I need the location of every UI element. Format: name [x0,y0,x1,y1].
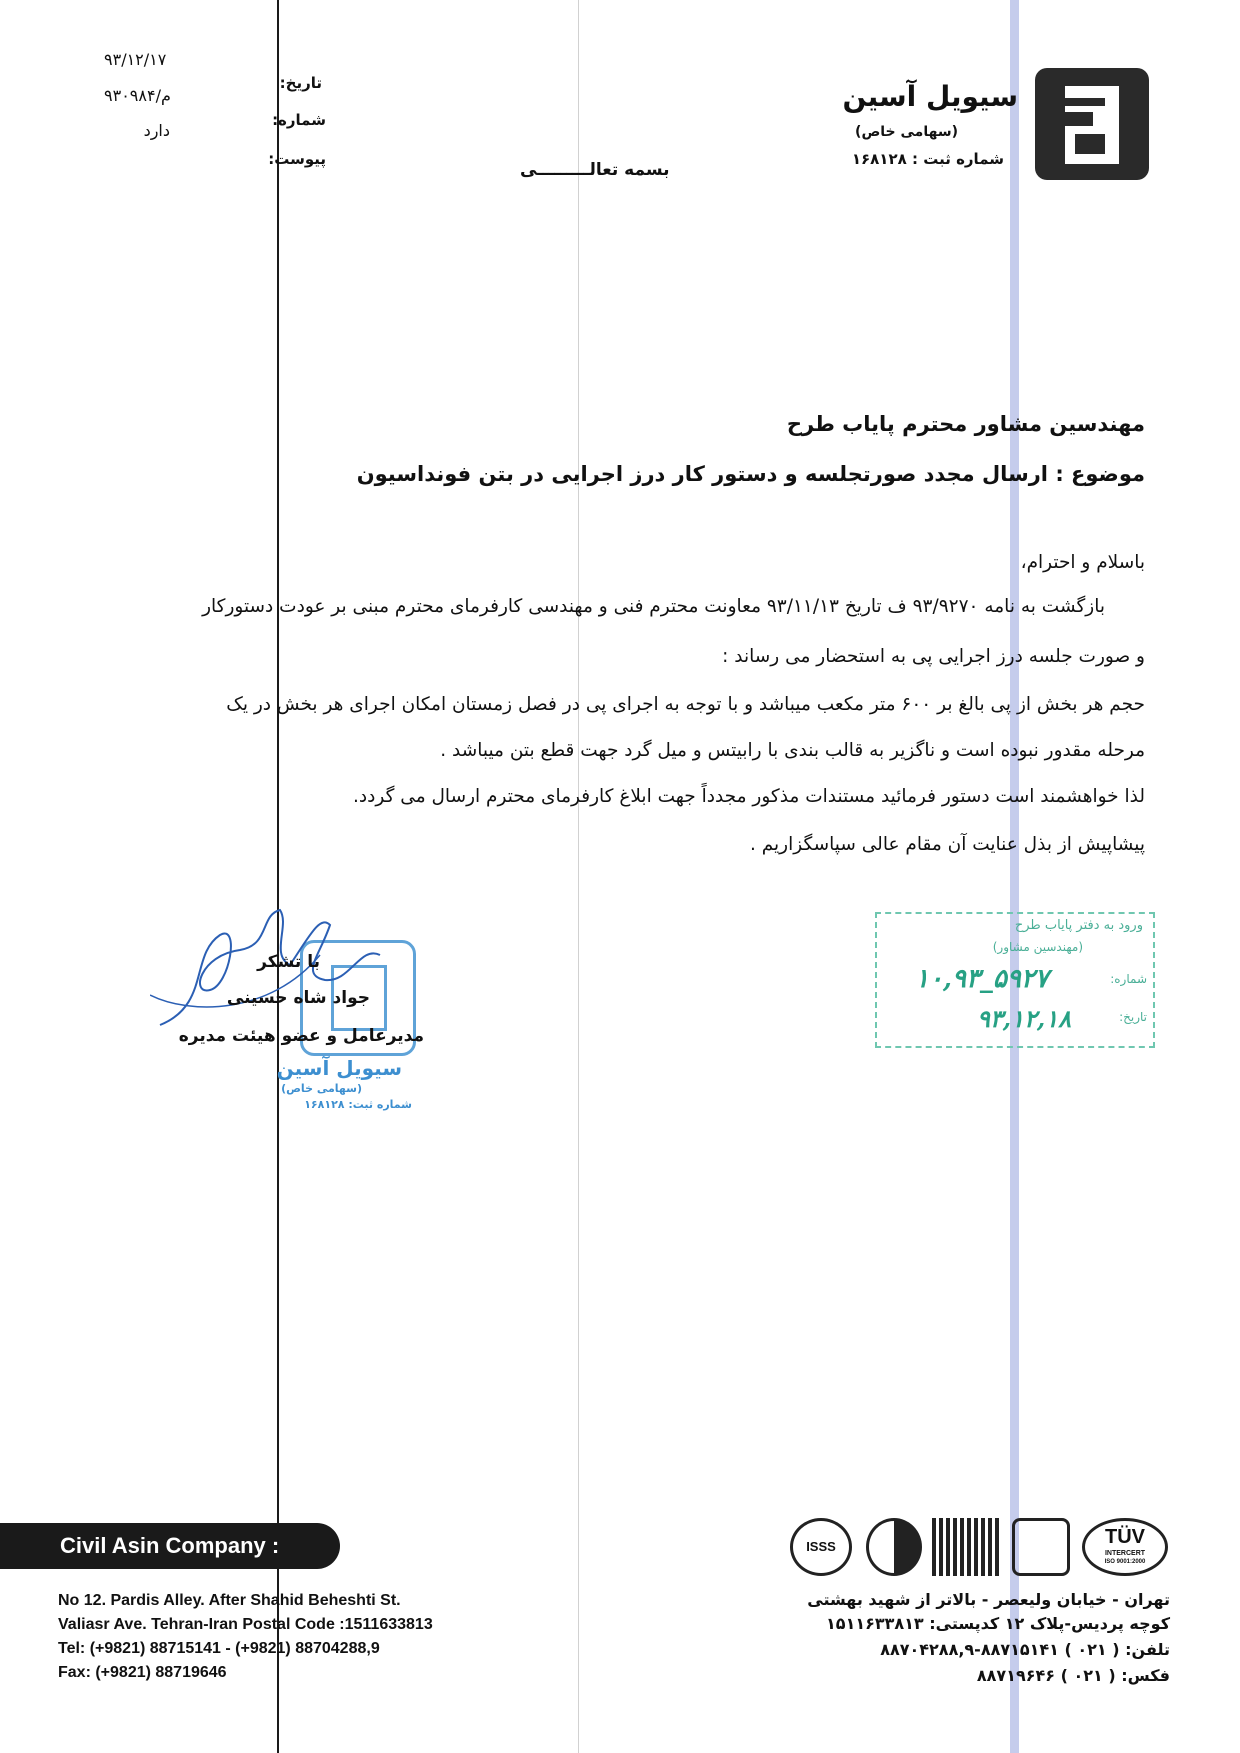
signatory-name: جواد شاه حسینی [226,988,370,1008]
company-logo-icon [1035,68,1149,180]
footer-company-badge: Civil Asin Company : [0,1523,340,1569]
footer-tel-en: Tel: (+9821) 88715141 - (+9821) 88704288,9 [58,1640,380,1657]
addressee: مهندسین مشاور محترم پایاب طرح [786,412,1145,436]
scan-line-gray [578,0,579,1753]
footer-address-fa-1: تهران - خیابان ولیعصر - بالاتر از شهید بهشتی [807,1590,1170,1609]
body-line-6: پیشاپیش از بذل عنایت آن مقام عالی سپاسگزاریم . [749,834,1145,855]
body-line-2: و صورت جلسه درز اجرایی پی به استحضار می رساند : [722,646,1145,667]
body-line-3: حجم هر بخش از پی بالغ بر ۶۰۰ متر مکعب میباشد و با توجه به اجرای پی در فصل زمستان امکان اجرای هر بخش در یک [226,694,1145,715]
date-label: تاریخ: [279,74,322,92]
stamp-company-reg: شماره ثبت: ۱۶۸۱۲۸ [304,1098,412,1111]
receipt-date-label: تاریخ: [1119,1010,1147,1024]
footer-fax-en: Fax: (+9821) 88719646 [58,1664,227,1681]
receipt-stamp [875,912,1155,1048]
quality-cert-icon [1012,1518,1070,1576]
attachment-value: دارد [143,121,170,140]
number-label: شماره: [272,111,326,129]
body-line-4: مرحله مقدور نبوده است و ناگزیر به قالب بندی با رابیتس و میل گرد جهت قطع بتن میباشد . [440,740,1145,761]
date-value: ۹۳/۱۲/۱۷ [104,50,167,69]
tuv-cert-icon: TÜV INTERCERT ISO 9001:2000 [1082,1518,1168,1576]
company-name: سیویل آسین [842,80,1018,113]
footer-address-en-1: No 12. Pardis Alley. After Shahid Beheshti St. [58,1592,401,1609]
number-value: ۹۳۰۹۸۴/م [104,86,171,105]
body-line-1: بازگشت به نامه ۹۳/۹۲۷۰ ف تاریخ ۹۳/۱۱/۱۳ معاونت محترم فنی و مهندسی کارفرمای محترم مبنی بر عودت دستورکار [202,596,1105,617]
company-registration: شماره ثبت : ۱۶۸۱۲۸ [851,150,1004,168]
stamp-company-name: سیویل آسین [276,1056,402,1080]
scan-line-black [277,0,279,1753]
footer-address-fa-2: کوچه پردیس-پلاک ۱۲ کدپستی: ۱۵۱۱۶۳۳۸۱۳ [826,1614,1170,1633]
company-type: (سهامی خاص) [855,124,958,140]
isss-cert-icon: ISSS [790,1518,852,1576]
company-mark-cert-icon [866,1518,922,1576]
basmala: بسمه تعالـــــــــی [520,160,670,180]
stamp-company-type: (سهامی خاص) [281,1082,362,1095]
footer-fax-fa: فکس: ( ۰۲۱ ) ۸۸۷۱۹۶۴۶ [976,1666,1170,1685]
signature-thanks: با تشکر [257,952,320,972]
footer-tel-fa: تلفن: ( ۰۲۱ ) ۸۸۷۱۵۱۴۱-۸۸۷۰۴۲۸۸,۹ [880,1640,1170,1659]
greeting: باسلام و احترام، [1020,552,1145,573]
scan-line-blue [1010,0,1019,1753]
building-cert-icon [932,1518,1002,1576]
footer-address-en-2: Valiasr Ave. Tehran-Iran Postal Code :1511633813 [58,1616,433,1633]
body-line-5: لذا خواهشمند است دستور فرمائید مستندات مذکور مجدداً جهت ابلاغ کارفرمای محترم ارسال می گردد. [353,786,1145,807]
receipt-number-label: شماره: [1110,972,1147,986]
receipt-number-value: ۱۰,۹۳_۵۹۲۷ [915,964,1049,994]
attachment-label: پیوست: [268,150,326,168]
receipt-stamp-header: ورود به دفتر پایاب طرح [1014,918,1143,933]
signatory-title: مدیرعامل و عضو هیئت مدیره [178,1026,424,1046]
receipt-date-value: ۹۳,۱۲,۱۸ [977,1004,1072,1033]
receipt-stamp-sub: (مهندسین مشاور) [992,940,1083,954]
subject-line: موضوع : ارسال مجدد صورتجلسه و دستور کار درز اجرایی در بتن فونداسیون [356,462,1145,486]
